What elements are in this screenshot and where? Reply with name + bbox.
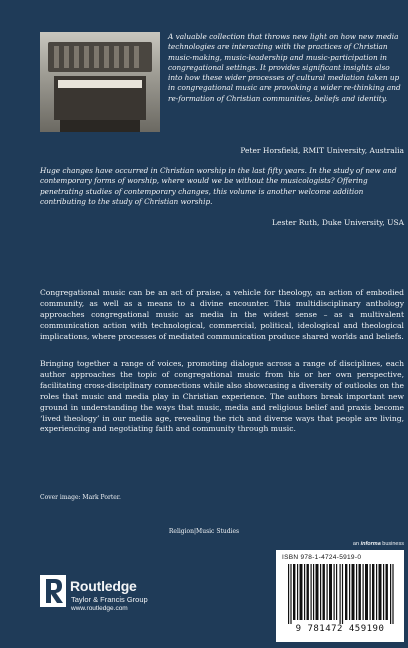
subject-category: Religion|Music Studies	[168, 528, 240, 535]
barcode-panel	[276, 550, 404, 642]
organ-pipes	[48, 42, 152, 72]
barcode-icon	[286, 564, 396, 624]
endorsement-attribution-2: Lester Ruth, Duke University, USA	[272, 218, 404, 227]
publisher-url: www.routledge.com	[71, 605, 128, 612]
publisher-logo	[40, 575, 190, 625]
ean-number: 9 781472 459190	[295, 624, 385, 634]
routledge-r-icon	[40, 575, 66, 607]
description-paragraph-1: Congregational music can be an act of praise, a vehicle for theology, an action of embodied community, as well as a means to a divine encounter. This multidisciplinary anthology approaches congregational music as media in the widest sense – as a multivalent communication action with technological, commercial, political, ideological and theological implications, where processes of mediated communication produce shared worlds and beliefs.	[40, 288, 404, 341]
organ-stand	[60, 120, 140, 132]
publisher-name: Routledge	[70, 578, 137, 594]
endorsement-quote-2: Huge changes have occurred in Christian worship in the last fifty years. In the study of new and contemporary forms of worship, where would we be without the musicologists? Offering penetrating studies of contemporary changes, this volume is another welcome addition contributing to the study of Christian worship.	[40, 166, 397, 206]
publisher-group: Taylor & Francis Group	[71, 595, 148, 604]
informa-business-tag	[353, 541, 404, 547]
organ-keyboard	[58, 80, 142, 88]
endorsement-attribution-1: Peter Horsfield, RMIT University, Australia	[240, 146, 404, 155]
description-paragraph-2: Bringing together a range of voices, promoting dialogue across a range of disciplines, each author approaches the topic of congregational music from his or her own perspective, facilitating cross-disciplinary connections while also showcasing a diversity of outlooks on the roles that music and media play in Christian experience. The authors break important new ground in understanding the ways that music, media and religious belief and praxis become ‘lived theology’ in our media age, revealing the rich and diverse ways that people are living, experiencing and negotiating faith and community through music.	[40, 359, 404, 434]
endorsement-quote-1: A valuable collection that throws new light on how new media technologies are interacting with the practices of Christian music-making, music-leadership and music-participation in congregational settings. It provides significant insights also into how these wider processes of cultural mediation taken up in congregational music are provoking a wider re-thinking and re-formation of Christian communities, beliefs and identity.	[168, 32, 401, 103]
cover-photo-organ	[40, 32, 160, 132]
isbn-text: ISBN 978-1-4724-5919-0	[282, 554, 362, 561]
informa-brand: informa	[360, 541, 381, 547]
informa-suffix: business	[380, 541, 404, 547]
cover-credit: Cover image: Mark Porter.	[40, 494, 121, 501]
informa-prefix: an	[352, 541, 361, 547]
